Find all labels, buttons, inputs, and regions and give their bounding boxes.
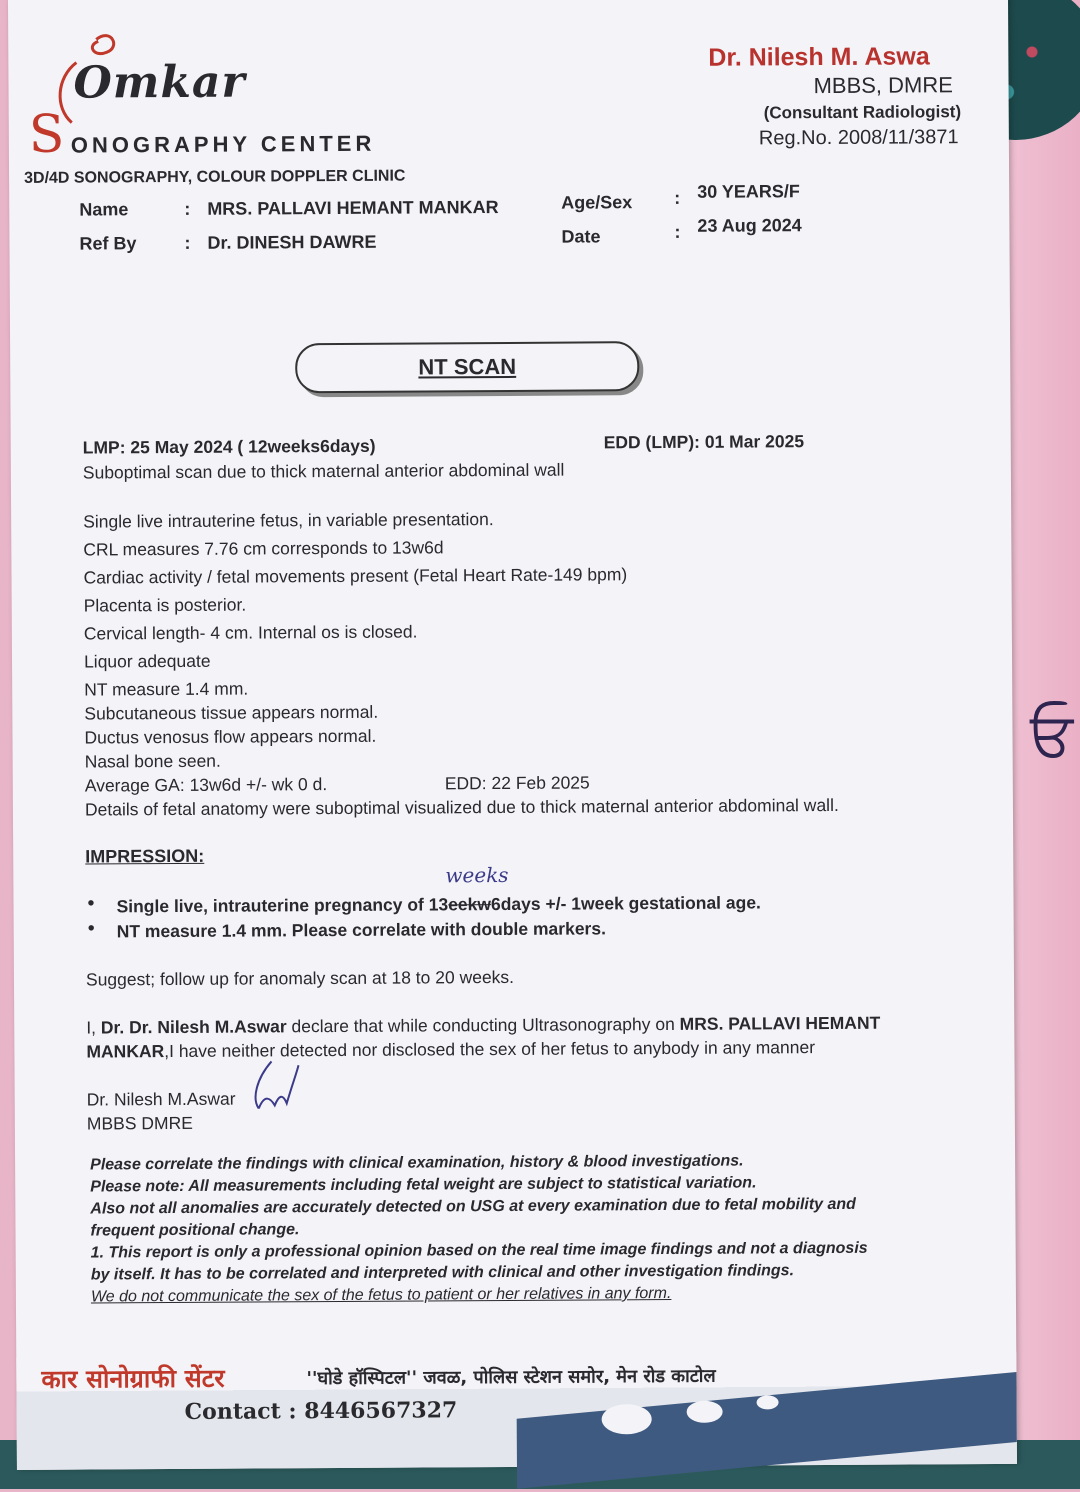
clinic-tagline: 3D/4D SONOGRAPHY, COLOUR DOPPLER CLINIC: [24, 167, 406, 187]
doctor-reg-number: Reg.No. 2008/11/3871: [758, 126, 959, 150]
note-line: Also not all anomalies are accurately detected on USG at every examination due to fetal mobility and: [90, 1195, 856, 1218]
finding-line: Liquor adequate: [83, 650, 211, 672]
finding-line: NT measure 1.4 mm.: [84, 678, 249, 700]
edd: EDD: 22 Feb 2025: [444, 772, 590, 794]
ref-doctor: Dr. DINESH DAWRE: [207, 231, 377, 253]
bullet-icon: •: [87, 892, 95, 915]
impression-heading: IMPRESSION:: [85, 845, 205, 867]
details-note: Details of fetal anatomy were suboptimal visualized due to thick maternal anterior abdominal wall.: [84, 794, 839, 820]
logo-wordmark: Omkar: [73, 56, 246, 109]
note-line: by itself. It has to be correlated and interpreted with clinical and other investigation findings.: [90, 1262, 795, 1284]
finding-line: Placenta is posterior.: [83, 594, 247, 616]
footer-bubble: [757, 1395, 779, 1409]
ref-colon: :: [184, 232, 191, 253]
sex-disclosure-note: We do not communicate the sex of the fetus to patient or her relatives in any form.: [90, 1284, 672, 1306]
background-glyph: ਓ: [1030, 700, 1073, 770]
finding-line: Cardiac activity / fetal movements present (Fetal Heart Rate-149 bpm): [83, 564, 628, 588]
center-name: ONOGRAPHY CENTER: [70, 130, 376, 158]
name-label: Name: [79, 199, 129, 220]
doctor-name: Dr. Nilesh M. Aswa: [708, 42, 930, 72]
patient-name: MRS. PALLAVI HEMANT MANKAR: [207, 197, 499, 219]
signatory-name: Dr. Nilesh M.Aswar: [86, 1088, 236, 1110]
suggestion: Suggest; follow up for anomaly scan at 18 to 20 weeks.: [85, 966, 515, 990]
signatory-degree: MBBS DMRE: [86, 1112, 193, 1134]
note-line: Please correlate the findings with clinical examination, history & blood investigations.: [90, 1152, 744, 1174]
footer-contact: Contact : 8446567327: [184, 1397, 458, 1425]
finding-line: Single live intrauterine fetus, in variable presentation.: [83, 509, 494, 532]
name-colon: :: [184, 198, 191, 219]
edd-lmp: EDD (LMP): 01 Mar 2025: [603, 431, 805, 453]
impression-item-2: NT measure 1.4 mm. Please correlate with double markers.: [116, 918, 606, 942]
doctor-degree: MBBS, DMRE: [813, 72, 953, 99]
title-box: [295, 341, 639, 393]
footer-address: ''घोडे हॉस्पिटल'' जवळ, पोलिस स्टेशन समोर, मेन रोड काटोल: [306, 1365, 716, 1390]
average-ga: Average GA: 13w6d +/- wk 0 d.: [84, 774, 328, 796]
report-date: 23 Aug 2024: [697, 215, 802, 236]
footer-bubble: [602, 1404, 652, 1434]
finding-line: Ductus venosus flow appears normal.: [84, 725, 377, 748]
declaration-line-2: MANKAR,I have neither detected nor disclosed the sex of her fetus to anybody in any manner: [86, 1037, 816, 1062]
signature-icon: [246, 1053, 306, 1123]
date-colon: :: [674, 221, 681, 242]
age-colon: :: [674, 187, 681, 208]
declaration-line-1: I, Dr. Dr. Nilesh M.Aswar declare that while conducting Ultrasonography on MRS. PALLAVI HEMANT: [86, 1012, 881, 1038]
bullet-icon: •: [87, 917, 95, 940]
report-title: NT SCAN: [418, 353, 517, 380]
date-label: Date: [561, 226, 601, 247]
age-sex-value: 30 YEARS/F: [697, 181, 800, 202]
footer-bubble: [687, 1401, 723, 1423]
lmp: LMP: 25 May 2024 ( 12weeks6days): [82, 435, 376, 458]
finding-line: Nasal bone seen.: [84, 750, 221, 772]
report-sheet: [8, 0, 1017, 1470]
finding-line: Subcutaneous tissue appears normal.: [84, 701, 379, 724]
footer-center-name: कार सोनोग्राफी सेंटर: [41, 1363, 225, 1394]
handwritten-correction: weeks: [445, 862, 509, 888]
doctor-role: (Consultant Radiologist): [763, 102, 962, 123]
ref-label: Ref By: [79, 233, 137, 254]
note-line: 1. This report is only a professional opinion based on the real time image findings and not a diagnosis: [90, 1239, 868, 1262]
suboptimal-note: Suboptimal scan due to thick maternal anterior abdominal wall: [82, 459, 565, 483]
finding-line: Cervical length- 4 cm. Internal os is closed.: [83, 621, 418, 644]
logo-s: S: [28, 104, 65, 165]
age-label: Age/Sex: [561, 192, 633, 213]
impression-item-1: Single live, intrauterine pregnancy of 13eekw6days +/- 1week gestational age.: [116, 892, 761, 917]
note-line: Please note: All measurements including fetal weight are subject to statistical variation.: [90, 1174, 757, 1196]
note-line: frequent positional change.: [90, 1221, 300, 1240]
finding-line: CRL measures 7.76 cm corresponds to 13w6d: [83, 537, 444, 560]
